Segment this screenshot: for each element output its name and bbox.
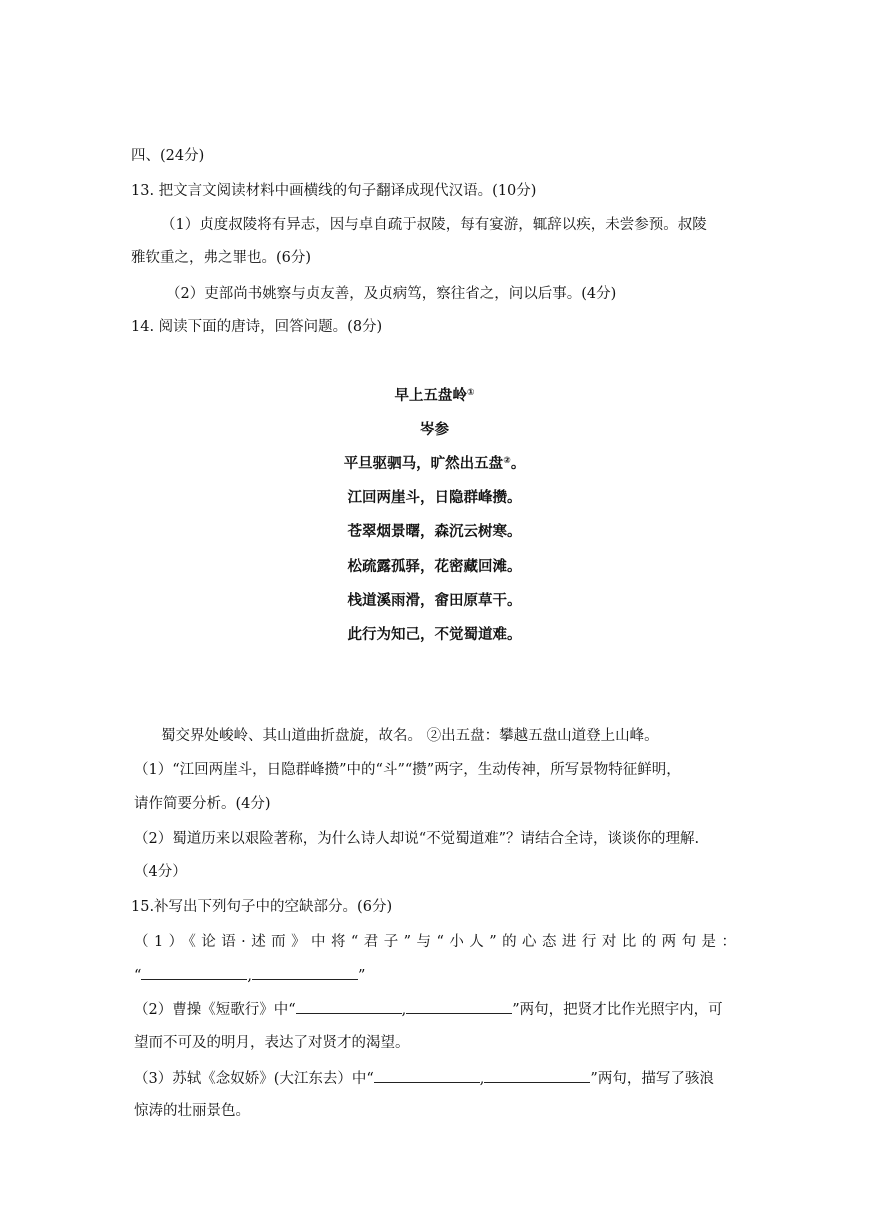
q15-item2-line2: 望而不可及的明月，表达了对贤才的渴望。: [134, 1035, 410, 1051]
q15-item2-prefix: （2）曹操《短歌行》中“: [134, 1002, 296, 1018]
q15-item3-line2: 惊涛的壮丽景色。: [134, 1103, 250, 1119]
q15-item3-suffix: ”两句，描写了骇浪: [590, 1071, 714, 1087]
q15-item1-blank-2[interactable]: [252, 965, 358, 980]
q15-item1-close-quote: ”: [358, 968, 366, 984]
q15-item3-blank-1[interactable]: [374, 1068, 480, 1083]
poem-line-1-b: 。: [510, 456, 526, 472]
poem-footnote: 蜀交界处峻岭、其山道曲折盘旋，故名。 ②出五盘：攀越五盘山道登上山峰。: [161, 728, 659, 744]
q15-item2-blank-2[interactable]: [406, 999, 512, 1014]
q15-item3-separator: ,: [479, 1071, 485, 1087]
poem-line-1: [0, 454, 869, 474]
q13-title: 13. 把文言文阅读材料中画横线的句子翻译成现代汉语。(10分): [131, 183, 537, 199]
q15-item3-prefix: （3）苏轼《念奴娇》(大江东去）中“: [134, 1071, 374, 1087]
q15-item3-blank-2[interactable]: [484, 1068, 590, 1083]
section-heading: 四、(24分): [131, 148, 205, 164]
poem-line-6: 此行为知己，不觉蜀道难。: [347, 627, 522, 643]
q15-item1-open-quote: “: [134, 968, 142, 984]
q14-sub1-line1: （1）“江回两崖斗，日隐群峰攒”中的“斗”“攒”两字，生动传神，所写景物特征鲜明，: [134, 762, 681, 778]
q15-item1-separator: ,: [247, 968, 253, 984]
poem-line-1-a: 平旦驱驷马，旷然出五盘: [343, 456, 504, 472]
q14-sub1-line2: 请作简要分析。(4分): [134, 796, 271, 812]
q15-item1-blank-1[interactable]: [141, 965, 247, 980]
q13-item1-line1: （1）贞度叔陵将有异志，因与卓自疏于叔陵，每有宴游，辄辞以疾，未尝参预。叔陵: [161, 217, 707, 233]
q13-item1-line2: 雅钦重之，弗之罪也。(6分): [131, 250, 312, 266]
q15-item3-line1: [134, 1068, 714, 1089]
q15-item2-line1: [134, 999, 723, 1020]
q15-item1-answer-line: [134, 965, 365, 986]
q15-item1-line1: （1）《论语·述而》中将“君子”与“小人”的心态进行对比的两句是：: [134, 934, 736, 950]
poem-author: 岑参: [420, 422, 449, 438]
q13-item2: （2）吏部尚书姚察与贞友善，及贞病笃，察往省之，问以后事。(4分): [166, 286, 617, 302]
q14-title: 14. 阅读下面的唐诗，回答问题。(8分): [131, 319, 383, 335]
poem-line-1-note: ②: [503, 456, 511, 466]
q14-sub2-line1: （2）蜀道历来以艰险著称，为什么诗人却说“不觉蜀道难”？请结合全诗，谈谈你的理解.: [134, 831, 700, 847]
q14-sub2-line2: （4分）: [134, 864, 187, 880]
poem-line-3: 苍翠烟景曙，森沉云树寒。: [347, 524, 522, 540]
q15-title: 15.补写出下列句子中的空缺部分。(6分): [131, 899, 393, 915]
poem-title: [0, 386, 869, 406]
q15-item2-blank-1[interactable]: [296, 999, 402, 1014]
q15-item2-separator: ,: [401, 1002, 407, 1018]
poem-title-note: ①: [466, 388, 475, 398]
q15-item2-suffix: ”两句，把贤才比作光照宇内，可: [512, 1002, 723, 1018]
poem-line-2: 江回两崖斗，日隐群峰攒。: [347, 490, 522, 506]
poem-title-text: 早上五盘岭: [394, 388, 467, 404]
poem-line-5: 栈道溪雨滑，畲田原草干。: [347, 593, 522, 609]
poem-line-4: 松疏露孤驿，花密藏回滩。: [347, 559, 522, 575]
